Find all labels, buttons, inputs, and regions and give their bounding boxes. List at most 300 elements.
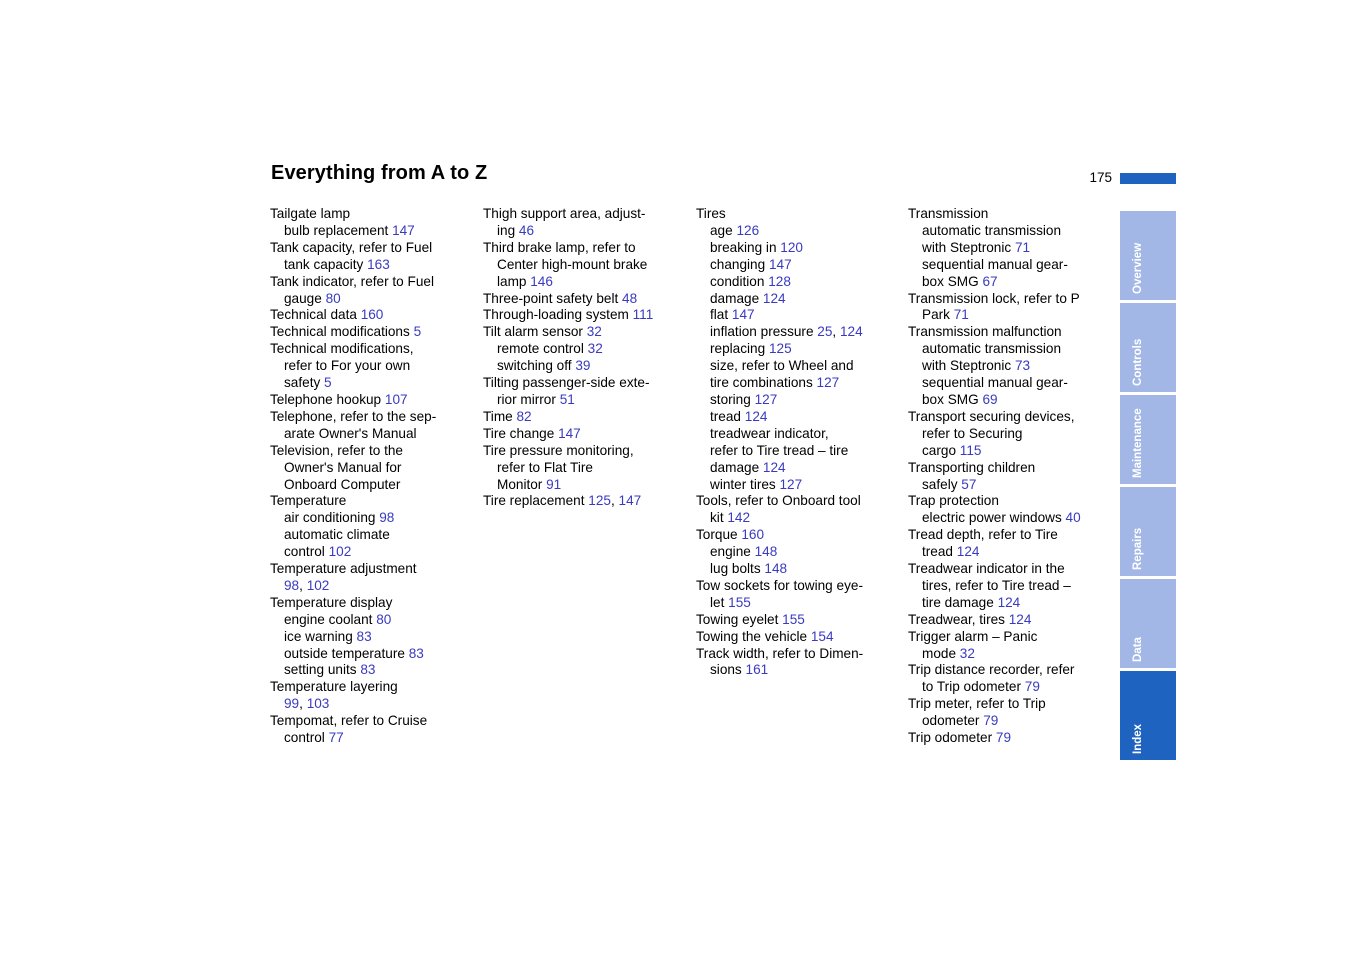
page-reference-link[interactable]: 83 (356, 628, 372, 644)
tab-label: Index (1132, 723, 1144, 754)
index-line (270, 510, 475, 527)
page-reference-link[interactable]: 120 (780, 239, 803, 255)
page-reference-link[interactable]: 91 (546, 476, 562, 492)
index-entry (908, 206, 1113, 223)
page-reference-link[interactable]: 126 (736, 222, 760, 238)
index-term: Time (483, 408, 517, 424)
index-entry (908, 662, 1113, 696)
index-term: storing (710, 391, 755, 407)
index-line (908, 527, 1113, 544)
index-line (270, 375, 475, 392)
page-reference-link[interactable]: 124 (762, 459, 786, 475)
index-entry (270, 527, 475, 561)
page-reference-link[interactable]: 71 (953, 307, 969, 323)
index-line (696, 612, 901, 629)
page-reference-link[interactable]: 25 (817, 324, 833, 340)
index-line (696, 578, 901, 595)
index-term: sequential manual gear- (922, 375, 1068, 391)
index-line (908, 460, 1113, 477)
index-line (696, 544, 901, 561)
index-term: Temperature (270, 493, 347, 509)
index-entry (908, 561, 1113, 612)
page-reference-link[interactable]: 124 (1008, 611, 1032, 627)
index-line (908, 544, 1113, 561)
index-term: inflation pressure (710, 324, 818, 340)
tab-label: Maintenance (1132, 408, 1144, 478)
index-term: switching off (497, 358, 576, 374)
index-term: breaking in (710, 239, 781, 255)
page-reference-link[interactable]: 98 (284, 577, 300, 593)
index-line (483, 307, 688, 324)
index-line (696, 206, 901, 223)
index-term: tread (922, 544, 957, 560)
index-line (483, 274, 688, 291)
index-entry (696, 527, 901, 544)
index-term: flat (710, 307, 732, 323)
tab-data[interactable] (1120, 579, 1176, 668)
index-line (696, 426, 901, 443)
index-term: lug bolts (710, 561, 765, 577)
index-line (908, 206, 1113, 223)
index-line (270, 629, 475, 646)
page-reference-link[interactable]: 155 (728, 594, 751, 610)
index-term: Transmission (908, 206, 989, 221)
index-entry (483, 375, 688, 409)
index-entry (908, 291, 1113, 325)
index-term: Tire replacement (483, 493, 589, 509)
index-entry (696, 223, 901, 240)
page-reference-link[interactable]: 79 (983, 713, 999, 729)
index-term: Trigger alarm – Panic (908, 628, 1038, 644)
index-term: Owner's Manual for (284, 459, 402, 475)
index-line (483, 426, 688, 443)
index-line (270, 477, 475, 494)
page-reference-link[interactable]: 146 (530, 273, 553, 289)
index-term: tires, refer to Tire tread – (922, 577, 1071, 593)
index-term: Tires (696, 206, 726, 221)
index-line (270, 460, 475, 477)
index-term: damage (710, 459, 763, 475)
tab-repairs[interactable] (1120, 487, 1176, 576)
page-reference-link[interactable]: 51 (559, 391, 575, 407)
index-line (270, 341, 475, 358)
index-line (483, 341, 688, 358)
index-term: refer to For your own (284, 358, 411, 374)
page-reference-link[interactable]: 124 (744, 408, 768, 424)
page-reference-link[interactable]: 80 (376, 611, 392, 627)
index-entry (270, 713, 475, 747)
index-line (696, 358, 901, 375)
index-line (270, 307, 475, 324)
index-line (696, 477, 901, 494)
index-line (483, 460, 688, 477)
page-reference-link[interactable]: 80 (325, 290, 341, 306)
index-line: Tire replacement 125, 147 (483, 493, 642, 509)
page-reference-link[interactable]: 71 (1014, 239, 1031, 255)
index-term: tire combinations (710, 375, 817, 391)
index-line (270, 392, 475, 409)
index-term: Temperature display (270, 594, 393, 610)
index-entry (270, 646, 475, 663)
index-term: Transmission malfunction (908, 324, 1062, 340)
index-entry (696, 206, 901, 223)
index-line (483, 257, 688, 274)
index-term: let (710, 594, 729, 610)
index-term: control (284, 730, 329, 746)
index-line (696, 274, 901, 291)
page-reference-link[interactable]: 32 (586, 324, 602, 340)
index-line (270, 223, 475, 240)
index-term: to Trip odometer (922, 679, 1025, 695)
page-reference-link[interactable]: 5 (324, 375, 332, 391)
index-line (696, 460, 901, 477)
index-term: Tailgate lamp (270, 206, 351, 221)
index-entry (270, 392, 475, 409)
index-term: cargo (922, 442, 960, 458)
index-term: box SMG (922, 273, 983, 289)
index-term: kit (710, 510, 728, 526)
page-reference-link[interactable]: 39 (575, 358, 591, 374)
index-term: Tank capacity, refer to Fuel (270, 239, 433, 255)
index-line (908, 375, 1113, 392)
index-line (908, 493, 1113, 510)
page-number-bar (1120, 173, 1176, 184)
page-reference-link[interactable]: 124 (839, 324, 863, 340)
index-line (696, 409, 901, 426)
page-reference-link[interactable]: 160 (741, 527, 765, 543)
index-entry (696, 392, 901, 409)
index-entry (696, 291, 901, 308)
index-line (270, 443, 475, 460)
index-entry (908, 375, 1113, 409)
index-line (908, 696, 1113, 713)
index-line: inflation pressure 25, 124 (710, 324, 863, 340)
index-line (696, 493, 901, 510)
index-term: Tilting passenger-side exte- (483, 375, 650, 391)
index-term: Torque (696, 527, 742, 543)
tab-label: Data (1132, 637, 1144, 662)
index-line (696, 629, 901, 646)
index-term: Treadwear, tires (908, 611, 1009, 627)
tab-label: Repairs (1132, 527, 1144, 570)
index-entry (483, 307, 688, 324)
index-term: Transport securing devices, (908, 408, 1075, 424)
index-term: Towing eyelet (696, 611, 783, 627)
page-reference-link[interactable]: 142 (727, 510, 751, 526)
index-line (908, 307, 1113, 324)
index-line (270, 493, 475, 510)
index-line: 98, 102 (284, 577, 330, 593)
page-reference-link[interactable]: 73 (1014, 358, 1031, 374)
index-line (270, 358, 475, 375)
index-entry (696, 274, 901, 291)
index-term: winter tires (710, 476, 780, 492)
index-entry (696, 477, 901, 494)
index-term: Onboard Computer (284, 476, 401, 492)
index-entry (696, 612, 901, 629)
index-entry (696, 629, 901, 646)
index-term: tire damage (922, 594, 998, 610)
index-line (696, 223, 901, 240)
index-entry (483, 240, 688, 291)
index-entry (270, 307, 475, 324)
tab-index[interactable] (1120, 671, 1176, 760)
page-reference-link[interactable]: 83 (408, 645, 424, 661)
index-line (696, 527, 901, 544)
page-reference-link[interactable]: 147 (558, 425, 581, 441)
index-term: Trip odometer (908, 730, 996, 746)
page-reference-link[interactable]: 57 (961, 476, 977, 492)
page-reference-link[interactable]: 107 (384, 391, 408, 407)
index-term: automatic transmission (922, 341, 1062, 357)
index-line (270, 561, 475, 578)
page-reference-link[interactable]: 32 (959, 645, 975, 661)
index-term: refer to Tire tread – tire (710, 442, 849, 458)
page-reference-link[interactable]: 161 (745, 662, 769, 678)
page-reference-link[interactable]: 32 (587, 341, 603, 357)
index-term: Telephone hookup (270, 391, 385, 407)
index-term: Temperature adjustment (270, 561, 417, 577)
section-tabs (1120, 211, 1176, 763)
page-reference-link[interactable]: 147 (731, 307, 755, 323)
index-line (483, 324, 688, 341)
index-line (270, 713, 475, 730)
page-reference-link[interactable]: 147 (392, 222, 415, 238)
index-term: sions (710, 662, 746, 678)
page-reference-link[interactable]: 115 (959, 442, 982, 458)
index-term: automatic transmission (922, 222, 1062, 238)
index-term: engine (710, 544, 755, 560)
page-reference-link[interactable]: 124 (956, 544, 980, 560)
page-reference-link[interactable]: 163 (367, 256, 390, 272)
index-entry (483, 409, 688, 426)
page-number: 175 (1089, 170, 1112, 185)
index-term: damage (710, 290, 763, 306)
index-line (483, 477, 688, 494)
page-reference-link[interactable]: 103 (306, 696, 330, 712)
index-entry (908, 493, 1113, 510)
page-reference-link[interactable]: 160 (360, 307, 384, 323)
index-line (908, 392, 1113, 409)
page-reference-link[interactable]: 102 (328, 544, 352, 560)
index-entry (908, 324, 1113, 341)
index-entry (908, 527, 1113, 561)
index-term: Transporting children (908, 459, 1036, 475)
page-reference-link[interactable]: 102 (306, 577, 330, 593)
page-reference-link[interactable]: 69 (982, 391, 998, 407)
index-term: condition (710, 273, 769, 289)
page-reference-link[interactable]: 147 (618, 493, 642, 509)
index-line (908, 358, 1113, 375)
index-term: refer to Securing (922, 425, 1023, 441)
index-term: with Steptronic (922, 358, 1015, 374)
index-line (908, 291, 1113, 308)
index-entry (483, 493, 688, 510)
index-line (270, 646, 475, 663)
index-line (908, 409, 1113, 426)
index-entry (696, 307, 901, 324)
index-entry (270, 240, 475, 274)
index-line (908, 679, 1113, 696)
index-entry (696, 341, 901, 358)
page-reference-link[interactable]: 99 (284, 696, 300, 712)
index-line (908, 324, 1113, 341)
index-column-2 (483, 206, 688, 510)
page-reference-link[interactable]: 40 (1065, 510, 1081, 526)
index-entry (908, 629, 1113, 663)
index-term: refer to Flat Tire (497, 459, 593, 475)
page-reference-link[interactable]: 67 (982, 273, 998, 289)
index-entry (270, 561, 475, 595)
index-line (270, 679, 475, 696)
index-line (696, 392, 901, 409)
tab-overview[interactable] (1120, 211, 1176, 300)
index-line (908, 595, 1113, 612)
page-reference-link[interactable]: 77 (328, 730, 344, 746)
page-reference-link[interactable]: 5 (413, 324, 422, 340)
index-entry (696, 358, 901, 392)
index-term: changing (710, 256, 769, 272)
tab-maintenance[interactable] (1120, 395, 1176, 484)
index-line (483, 240, 688, 257)
index-line (908, 629, 1113, 646)
page-reference-link[interactable]: 111 (632, 307, 654, 323)
index-entry (696, 544, 901, 561)
index-line (908, 240, 1113, 257)
page-reference-link[interactable]: 98 (379, 510, 395, 526)
index-line (270, 426, 475, 443)
index-term: Treadwear indicator in the (908, 561, 1065, 577)
page-reference-link[interactable]: 79 (1024, 679, 1040, 695)
index-entry (270, 443, 475, 494)
index-term: Technical modifications, (270, 341, 414, 357)
page-reference-link[interactable]: 82 (516, 408, 532, 424)
index-entry (270, 612, 475, 629)
index-line (270, 730, 475, 747)
index-term: Trip distance recorder, refer (908, 662, 1075, 678)
index-term: odometer (922, 713, 984, 729)
index-entry (270, 679, 475, 713)
index-term: engine coolant (284, 611, 377, 627)
page-reference-link[interactable]: 124 (997, 594, 1021, 610)
page-reference-link[interactable]: 148 (764, 561, 788, 577)
page-reference-link[interactable]: 128 (768, 273, 791, 289)
index-entry (270, 223, 475, 240)
index-entry (908, 696, 1113, 730)
index-line (270, 662, 475, 679)
index-entry (483, 426, 688, 443)
index-line (696, 443, 901, 460)
index-entry (696, 561, 901, 578)
index-line (908, 662, 1113, 679)
page-reference-link[interactable]: 127 (816, 375, 840, 391)
index-term: Monitor (497, 476, 547, 492)
index-line (696, 375, 901, 392)
index-entry (270, 274, 475, 308)
index-term: setting units (284, 662, 361, 678)
index-line (696, 561, 901, 578)
index-term: Trap protection (908, 493, 999, 509)
page-reference-link[interactable]: 148 (754, 544, 778, 560)
index-entry (696, 409, 901, 426)
index-line (270, 527, 475, 544)
index-line (483, 223, 688, 240)
page-reference-link[interactable]: 147 (768, 256, 792, 272)
tab-label: Overview (1132, 242, 1144, 294)
index-term: safely (922, 476, 962, 492)
page-reference-link[interactable]: 125 (768, 341, 792, 357)
index-term: safety (284, 375, 325, 391)
index-term: Telephone, refer to the sep- (270, 408, 437, 424)
index-line (270, 274, 475, 291)
index-term: lamp (497, 273, 531, 289)
index-entry (483, 443, 688, 494)
index-line (270, 257, 475, 274)
index-line (270, 544, 475, 561)
index-term: age (710, 222, 737, 238)
index-line (696, 240, 901, 257)
index-line (696, 257, 901, 274)
index-term: Tire change (483, 425, 559, 441)
page-reference-link[interactable]: 79 (995, 730, 1012, 746)
index-line (696, 595, 901, 612)
index-term: Tire pressure monitoring, (483, 442, 634, 458)
index-entry (270, 324, 475, 341)
index-line (908, 578, 1113, 595)
index-entry (696, 646, 901, 680)
index-term: rior mirror (497, 391, 560, 407)
index-line (908, 223, 1113, 240)
page-reference-link[interactable]: 83 (360, 662, 376, 678)
index-line (696, 510, 901, 527)
index-term: arate Owner's Manual (284, 425, 417, 441)
page-reference-link[interactable]: 127 (779, 476, 803, 492)
page-reference-link[interactable]: 48 (622, 290, 638, 306)
index-term: Tow sockets for towing eye- (696, 577, 863, 593)
page-reference-link[interactable]: 46 (518, 222, 535, 238)
index-line (908, 730, 1113, 747)
index-line (483, 392, 688, 409)
index-term: tank capacity (284, 256, 368, 272)
index-line (270, 206, 475, 223)
tab-controls[interactable] (1120, 303, 1176, 392)
index-entry (908, 341, 1113, 375)
index-term: sequential manual gear- (922, 256, 1068, 272)
index-line (270, 595, 475, 612)
index-term: size, refer to Wheel and (710, 358, 854, 374)
index-entry (483, 291, 688, 308)
index-line (270, 291, 475, 308)
index-line: 99, 103 (284, 696, 330, 712)
page-reference-link[interactable]: 124 (762, 290, 786, 306)
index-entry (270, 629, 475, 646)
page-reference-link[interactable]: 127 (754, 391, 778, 407)
index-entry (908, 223, 1113, 257)
index-line (483, 409, 688, 426)
index-entry (270, 493, 475, 510)
index-line (908, 713, 1113, 730)
index-line (908, 612, 1113, 629)
index-term: outside temperature (284, 645, 409, 661)
index-entry (908, 510, 1113, 527)
page-reference-link[interactable]: 155 (782, 611, 805, 627)
index-term: Thigh support area, adjust- (483, 206, 646, 221)
index-term: Tilt alarm sensor (483, 324, 587, 340)
page-reference-link[interactable]: 125 (588, 493, 611, 509)
index-term: Tread depth, refer to Tire (908, 527, 1058, 543)
index-term: Technical data (270, 307, 361, 323)
page-reference-link[interactable]: 154 (810, 628, 834, 644)
